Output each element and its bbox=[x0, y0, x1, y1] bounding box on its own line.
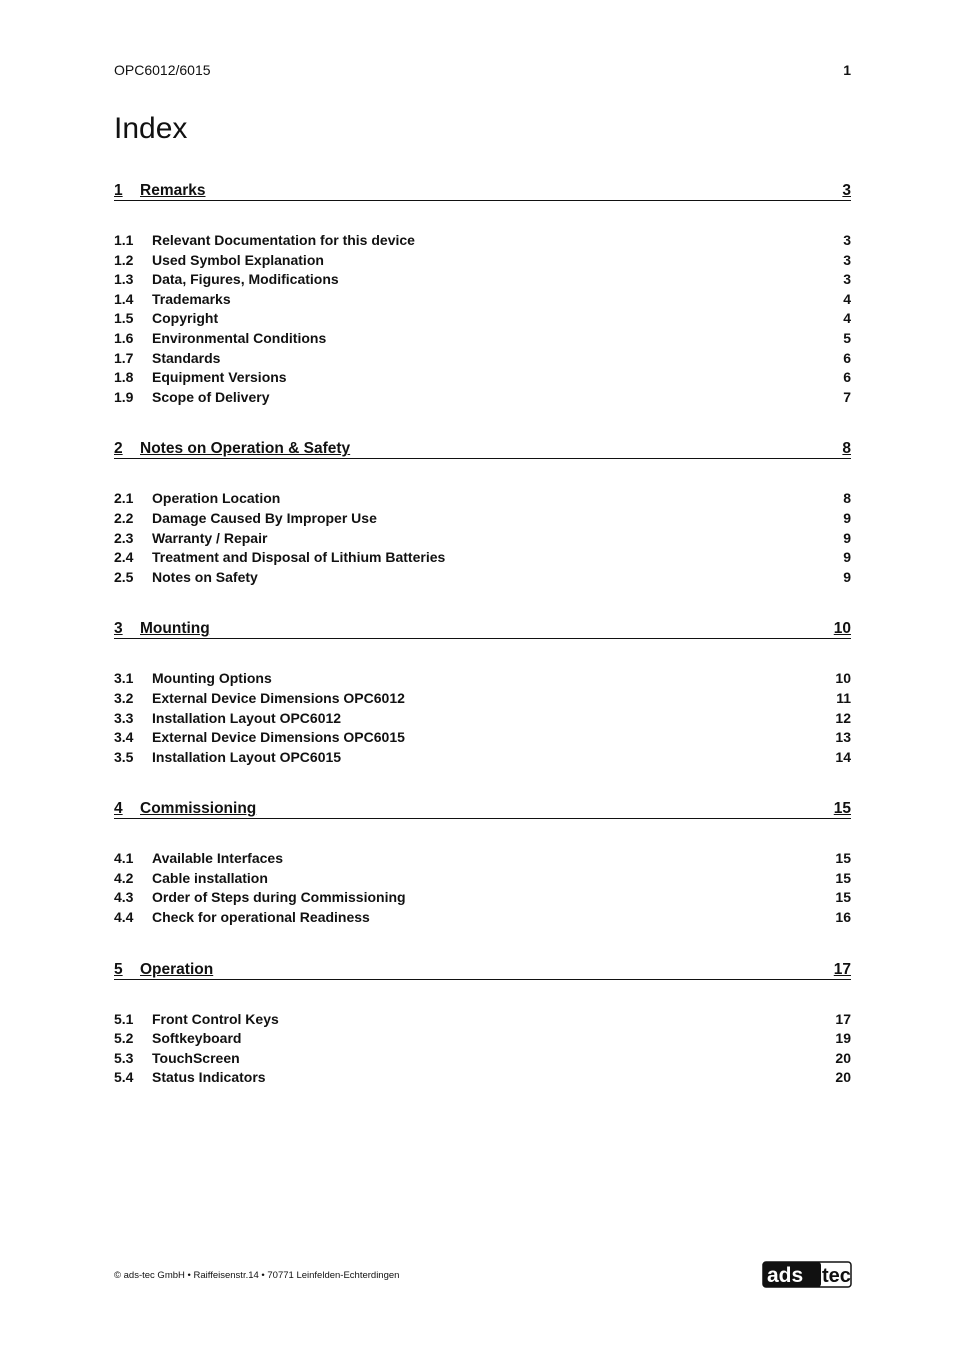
section-title: Installation Layout OPC6012 bbox=[152, 709, 342, 726]
section-page: 6 bbox=[843, 349, 851, 366]
section-page: 4 bbox=[843, 310, 851, 327]
chapter-spacer bbox=[114, 1089, 851, 1119]
section-page: 9 bbox=[843, 509, 851, 526]
toc-section-entry[interactable] bbox=[114, 909, 851, 929]
section-page: 17 bbox=[835, 1010, 851, 1027]
chapter-page: 17 bbox=[833, 960, 851, 978]
section-title: Available Interfaces bbox=[152, 850, 283, 867]
section-number: 1.1 bbox=[114, 232, 134, 248]
chapter-page: 3 bbox=[842, 182, 851, 199]
toc-section-entry[interactable] bbox=[114, 729, 851, 749]
chapter-title: Operation bbox=[140, 960, 214, 978]
toc-chapter[interactable] bbox=[114, 438, 851, 460]
section-number: 2.3 bbox=[114, 529, 134, 546]
section-title: Softkeyboard bbox=[152, 1030, 242, 1047]
table-of-contents bbox=[114, 180, 851, 1119]
section-number: 2.1 bbox=[114, 490, 134, 507]
section-title: Data, Figures, Modifications bbox=[152, 271, 339, 288]
section-number: 3.3 bbox=[114, 709, 134, 726]
chapter-number: 4 bbox=[114, 800, 123, 818]
toc-section-list bbox=[114, 490, 851, 588]
section-page: 12 bbox=[835, 709, 851, 726]
section-number: 2.5 bbox=[114, 568, 134, 585]
toc-chapter[interactable] bbox=[114, 180, 851, 202]
section-number: 1.3 bbox=[114, 271, 134, 288]
section-title: Notes on Safety bbox=[152, 568, 258, 585]
section-title: Front Control Keys bbox=[152, 1010, 279, 1027]
section-number: 3.1 bbox=[114, 670, 134, 687]
toc-section-entry[interactable] bbox=[114, 510, 851, 530]
section-number: 1.7 bbox=[114, 349, 134, 366]
toc-chapter[interactable] bbox=[114, 618, 851, 640]
section-page: 20 bbox=[835, 1069, 851, 1086]
section-page: 5 bbox=[843, 329, 851, 346]
toc-section-entry[interactable] bbox=[114, 310, 851, 330]
section-title: Treatment and Disposal of Lithium Batteries bbox=[152, 549, 446, 566]
section-page: 15 bbox=[835, 889, 851, 906]
section-number: 1.4 bbox=[114, 290, 134, 307]
chapter-spacer bbox=[114, 408, 851, 438]
toc-section-entry[interactable] bbox=[114, 1011, 851, 1031]
toc-section-entry[interactable] bbox=[114, 670, 851, 690]
chapter-title: Commissioning bbox=[140, 800, 257, 818]
section-page: 20 bbox=[835, 1049, 851, 1066]
section-number: 4.2 bbox=[114, 869, 134, 886]
page-title: Index bbox=[114, 112, 188, 145]
toc-section-entry[interactable] bbox=[114, 252, 851, 272]
toc-section-entry[interactable] bbox=[114, 710, 851, 730]
section-title: Trademarks bbox=[152, 290, 231, 307]
section-page: 3 bbox=[843, 232, 851, 248]
section-page: 9 bbox=[843, 549, 851, 566]
toc-chapter[interactable] bbox=[114, 798, 851, 820]
toc-section-list bbox=[114, 1011, 851, 1089]
section-title: Cable installation bbox=[152, 869, 268, 886]
section-title: Mounting Options bbox=[152, 670, 272, 687]
section-number: 2.4 bbox=[114, 549, 134, 566]
section-number: 3.5 bbox=[114, 748, 134, 765]
section-title: External Device Dimensions OPC6012 bbox=[152, 689, 405, 706]
section-title: Order of Steps during Commissioning bbox=[152, 889, 406, 906]
section-title: Used Symbol Explanation bbox=[152, 251, 324, 268]
section-number: 4.1 bbox=[114, 850, 134, 867]
toc-section-entry[interactable] bbox=[114, 291, 851, 311]
section-title: Relevant Documentation for this device bbox=[152, 232, 415, 248]
chapter-underline bbox=[114, 818, 851, 819]
section-title: Operation Location bbox=[152, 490, 281, 507]
section-page: 15 bbox=[835, 869, 851, 886]
toc-section-entry[interactable] bbox=[114, 330, 851, 350]
section-page: 3 bbox=[843, 271, 851, 288]
section-title: Copyright bbox=[152, 310, 219, 327]
chapter-spacer bbox=[114, 768, 851, 798]
toc-section-list bbox=[114, 850, 851, 928]
section-page: 10 bbox=[835, 670, 851, 687]
toc-section-entry[interactable] bbox=[114, 490, 851, 510]
section-title: Environmental Conditions bbox=[152, 329, 327, 346]
section-title: Check for operational Readiness bbox=[152, 909, 370, 926]
chapter-number: 2 bbox=[114, 440, 123, 458]
toc-section-entry[interactable] bbox=[114, 1030, 851, 1050]
toc-section-entry[interactable] bbox=[114, 232, 851, 252]
chapter-spacer bbox=[114, 929, 851, 959]
section-title: Warranty / Repair bbox=[152, 529, 268, 546]
toc-section-entry[interactable] bbox=[114, 850, 851, 870]
toc-section-entry[interactable] bbox=[114, 889, 851, 909]
chapter-underline bbox=[114, 458, 851, 459]
chapter-underline bbox=[114, 979, 851, 980]
section-number: 3.2 bbox=[114, 689, 134, 706]
chapter-title: Remarks bbox=[140, 182, 206, 199]
section-page: 9 bbox=[843, 529, 851, 546]
section-number: 4.3 bbox=[114, 889, 134, 906]
section-page: 8 bbox=[843, 490, 851, 507]
section-page: 9 bbox=[843, 568, 851, 585]
toc-section-entry[interactable] bbox=[114, 369, 851, 389]
toc-section-list bbox=[114, 232, 851, 408]
chapter-underline bbox=[114, 200, 851, 201]
section-title: Standards bbox=[152, 349, 221, 366]
toc-section-entry[interactable] bbox=[114, 569, 851, 589]
chapter-page: 8 bbox=[842, 440, 851, 458]
toc-section-entry[interactable] bbox=[114, 749, 851, 769]
section-title: TouchScreen bbox=[152, 1049, 240, 1066]
section-number: 1.5 bbox=[114, 310, 134, 327]
section-number: 1.8 bbox=[114, 369, 134, 386]
chapter-number: 5 bbox=[114, 960, 123, 978]
chapter-page: 15 bbox=[833, 800, 851, 818]
toc-section-entry[interactable] bbox=[114, 350, 851, 370]
section-page: 7 bbox=[843, 388, 851, 405]
chapter-number: 3 bbox=[114, 620, 123, 638]
toc-section-list bbox=[114, 670, 851, 768]
section-number: 4.4 bbox=[114, 909, 134, 926]
chapter-title: Notes on Operation & Safety bbox=[140, 440, 351, 458]
section-page: 13 bbox=[835, 729, 851, 746]
chapter-number: 1 bbox=[114, 182, 123, 199]
section-number: 1.9 bbox=[114, 388, 134, 405]
section-page: 14 bbox=[835, 748, 851, 765]
logo-tec-text: tec bbox=[822, 1265, 851, 1287]
chapter-underline bbox=[114, 638, 851, 639]
toc-section-entry[interactable] bbox=[114, 1069, 851, 1089]
section-number: 5.3 bbox=[114, 1049, 134, 1066]
page-number: 1 bbox=[843, 62, 851, 78]
toc-section-entry[interactable] bbox=[114, 549, 851, 569]
section-number: 3.4 bbox=[114, 729, 134, 746]
section-page: 11 bbox=[836, 689, 851, 706]
section-title: External Device Dimensions OPC6015 bbox=[152, 729, 405, 746]
section-page: 6 bbox=[843, 369, 851, 386]
toc-section-entry[interactable] bbox=[114, 530, 851, 550]
section-number: 1.2 bbox=[114, 251, 134, 268]
section-number: 1.6 bbox=[114, 329, 134, 346]
section-title: Installation Layout OPC6015 bbox=[152, 748, 342, 765]
section-number: 5.2 bbox=[114, 1030, 134, 1047]
section-page: 3 bbox=[843, 251, 851, 268]
chapter-title: Mounting bbox=[140, 620, 210, 638]
section-number: 5.4 bbox=[114, 1069, 134, 1086]
document-id: OPC6012/6015 bbox=[114, 62, 211, 78]
section-page: 16 bbox=[835, 909, 851, 926]
section-page: 4 bbox=[843, 290, 851, 307]
section-title: Status Indicators bbox=[152, 1069, 266, 1086]
toc-section-entry[interactable] bbox=[114, 271, 851, 291]
toc-chapter[interactable] bbox=[114, 959, 851, 981]
section-page: 19 bbox=[835, 1030, 851, 1047]
section-title: Equipment Versions bbox=[152, 369, 287, 386]
logo-ads-text: ads bbox=[767, 1264, 804, 1287]
toc-section-entry[interactable] bbox=[114, 1050, 851, 1070]
chapter-spacer bbox=[114, 588, 851, 618]
toc-section-entry[interactable] bbox=[114, 690, 851, 710]
toc-section-entry[interactable] bbox=[114, 389, 851, 409]
section-page: 15 bbox=[835, 850, 851, 867]
section-title: Damage Caused By Improper Use bbox=[152, 509, 377, 526]
section-number: 2.2 bbox=[114, 509, 134, 526]
section-number: 5.1 bbox=[114, 1010, 134, 1027]
chapter-page: 10 bbox=[833, 620, 851, 638]
toc-section-entry[interactable] bbox=[114, 870, 851, 890]
section-title: Scope of Delivery bbox=[152, 388, 270, 405]
ads-tec-logo bbox=[762, 1261, 852, 1288]
footer-address: © ads-tec GmbH • Raiffeisenstr.14 • 70771 Leinfelden-Echterdingen bbox=[114, 1270, 400, 1281]
